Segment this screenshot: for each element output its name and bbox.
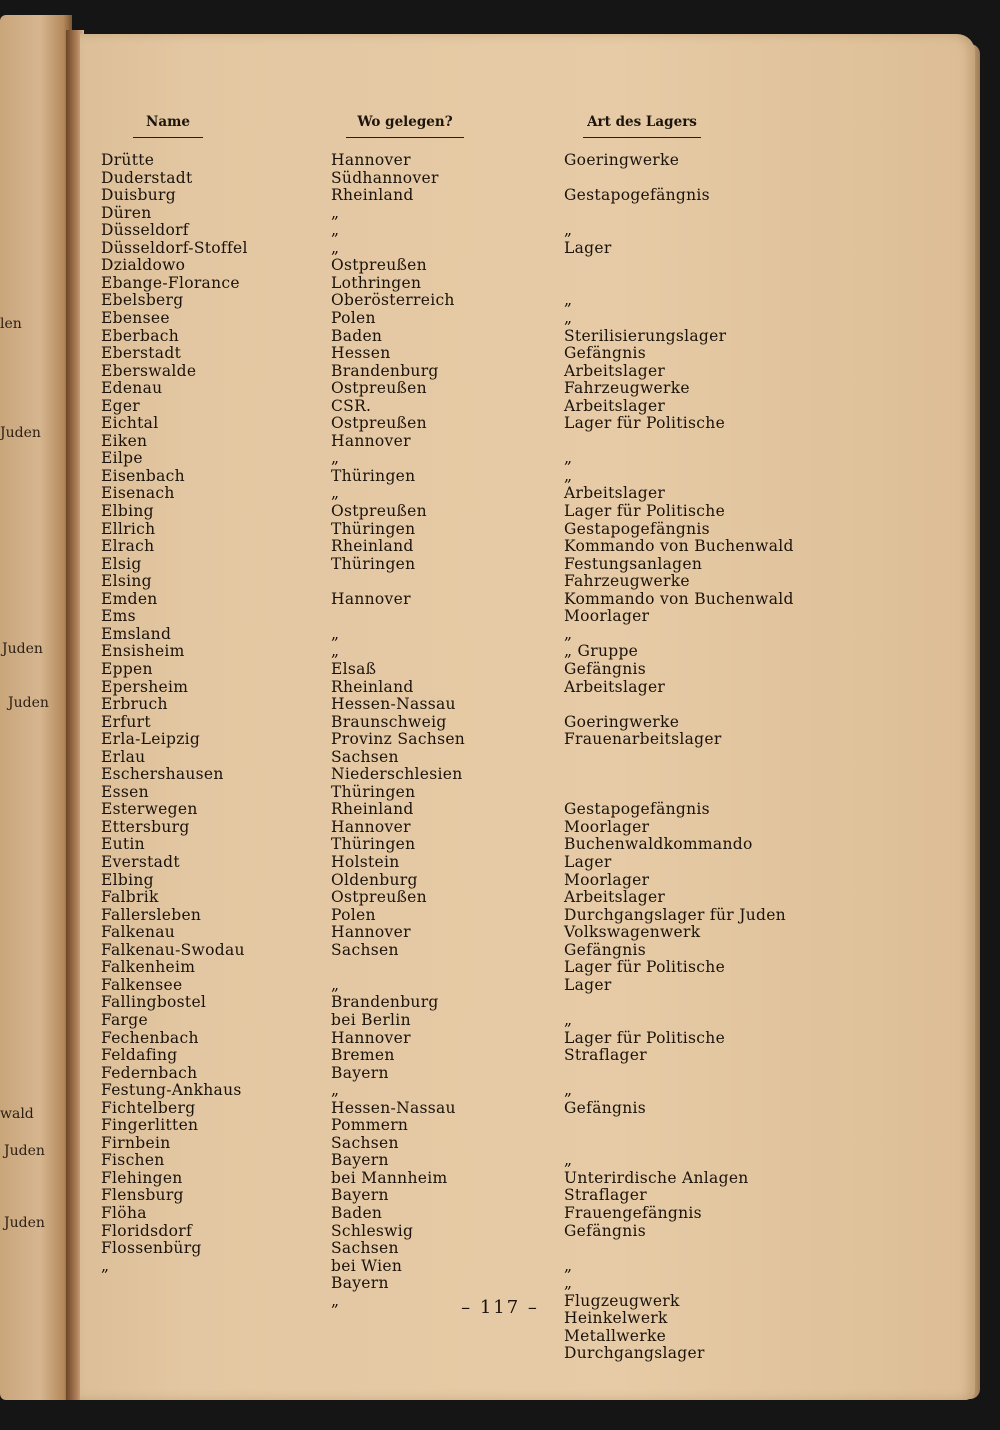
- camp-location: Schleswig: [331, 1221, 414, 1240]
- camp-location: Bayern: [331, 1063, 389, 1082]
- camp-name: Ellrich: [101, 519, 156, 538]
- camp-name: Eutin: [101, 835, 145, 854]
- camp-location: Brandenburg: [331, 993, 439, 1012]
- facing-page-word: wald: [0, 1106, 34, 1122]
- camp-name: Floridsdorf: [101, 1221, 192, 1240]
- camp-name: Essen: [101, 782, 149, 801]
- camp-type: „: [564, 624, 573, 643]
- camp-location: Oldenburg: [331, 870, 418, 889]
- camp-type: Arbeitslager: [564, 361, 666, 380]
- camp-name: Firnbein: [101, 1133, 171, 1152]
- camp-location: Oberösterreich: [331, 291, 455, 310]
- camp-name: Eiken: [101, 431, 148, 450]
- camp-name: Falkenau: [101, 923, 176, 942]
- camp-name: Fallingbostel: [101, 993, 207, 1012]
- camp-type: Volkswagenwerk: [564, 923, 701, 942]
- camp-type: „: [564, 291, 573, 310]
- camp-name: Epersheim: [101, 677, 189, 696]
- camp-location: Baden: [331, 326, 383, 345]
- camp-name: Festung-Ankhaus: [101, 1081, 242, 1100]
- camp-type: Fahrzeugwerke: [564, 572, 690, 591]
- camp-type: Kommando von Buchenwald: [564, 537, 794, 556]
- camp-type: Fahrzeugwerke: [564, 379, 690, 398]
- camp-location: Ostpreußen: [331, 256, 427, 275]
- facing-page-word: Juden: [4, 1215, 45, 1231]
- camp-location: Thüringen: [331, 466, 416, 485]
- camp-location: Sachsen: [331, 940, 399, 959]
- camp-name: Flensburg: [101, 1186, 184, 1205]
- camp-location: bei Berlin: [331, 1010, 411, 1029]
- camp-type: Straflager: [564, 1186, 647, 1205]
- camp-name: Duisburg: [101, 186, 176, 205]
- camp-location: Sachsen: [331, 1239, 399, 1258]
- camp-location: „: [331, 221, 340, 240]
- header-location: Wo gelegen?: [346, 114, 464, 130]
- camp-location: Hannover: [331, 589, 411, 608]
- camp-name: Fingerlitten: [101, 1116, 199, 1135]
- camp-type: Gefängnis: [564, 1221, 647, 1240]
- camp-location: Elsaß: [331, 659, 377, 678]
- camp-name: Erbruch: [101, 695, 168, 714]
- camp-type: Frauenarbeitslager: [564, 730, 722, 749]
- camp-location: Ostpreußen: [331, 379, 427, 398]
- camp-type: Gefängnis: [564, 344, 647, 363]
- camp-name: Erlau: [101, 747, 146, 766]
- camp-name: Falkensee: [101, 975, 183, 994]
- camp-name: Ems: [101, 607, 136, 626]
- camp-type: Durchgangslager: [564, 1344, 705, 1363]
- camp-location: Bayern: [331, 1151, 389, 1170]
- camp-type: Metallwerke: [564, 1326, 667, 1345]
- camp-name: Düsseldorf-Stoffel: [101, 238, 248, 257]
- camp-name: Düsseldorf: [101, 221, 189, 240]
- camp-location: „: [331, 484, 340, 503]
- camp-name: Eisenach: [101, 484, 175, 503]
- camp-location: Sachsen: [331, 1133, 399, 1152]
- camp-type: Sterilisierungslager: [564, 326, 727, 345]
- camp-location: Rheinland: [331, 677, 414, 696]
- camp-name: Flöha: [101, 1204, 147, 1222]
- camp-name: „: [101, 1256, 110, 1275]
- camp-name: Falkenau-Swodau: [101, 940, 245, 959]
- camp-location: Thüringen: [331, 554, 416, 573]
- camp-type: Arbeitslager: [564, 396, 666, 415]
- camp-type: Gestapogefängnis: [564, 186, 710, 205]
- camp-name: Ensisheim: [101, 642, 185, 661]
- camp-name: Elsing: [101, 572, 152, 591]
- camp-name: Eilpe: [101, 449, 143, 468]
- camp-location: Hessen-Nassau: [331, 695, 456, 714]
- camp-name: Elrach: [101, 537, 155, 556]
- camp-location: Braunschweig: [331, 712, 447, 731]
- camp-type: Lager: [564, 853, 612, 871]
- camp-location: Thüringen: [331, 519, 416, 538]
- camp-location: CSR.: [331, 396, 372, 415]
- camp-name: Drütte: [101, 151, 155, 169]
- camp-location: bei Mannheim: [331, 1168, 448, 1187]
- camp-name: Fichtelberg: [101, 1098, 196, 1117]
- camp-type: Buchenwaldkommando: [564, 835, 753, 854]
- camp-type: Gefängnis: [564, 1098, 647, 1117]
- camp-name: Eichtal: [101, 414, 159, 433]
- camp-location: „: [331, 449, 340, 468]
- camp-location: Hessen: [331, 344, 391, 363]
- camp-name: Eger: [101, 396, 141, 415]
- camp-location: Hannover: [331, 817, 411, 836]
- camp-name: Ebange-Florance: [101, 273, 240, 292]
- camp-type: Lager für Politische: [564, 958, 726, 977]
- camp-name: Düren: [101, 203, 152, 222]
- camp-location: Hannover: [331, 431, 411, 450]
- camp-location: Bremen: [331, 1046, 395, 1065]
- camp-name: Ebelsberg: [101, 291, 184, 310]
- camp-type: Moorlager: [564, 870, 650, 889]
- facing-page-word: Juden: [0, 425, 41, 441]
- camp-name: Feldafing: [101, 1046, 178, 1065]
- camp-location: Ostpreußen: [331, 502, 427, 520]
- camp-type: „: [564, 1081, 573, 1100]
- header-name: Name: [133, 114, 203, 130]
- camp-type: Arbeitslager: [564, 484, 666, 503]
- camp-location: „: [331, 975, 340, 994]
- camp-name: Erla-Leipzig: [101, 730, 201, 749]
- camp-name: Emden: [101, 589, 158, 608]
- camp-type: Durchgangslager für Juden: [564, 905, 786, 924]
- camp-type: Moorlager: [564, 607, 650, 626]
- camp-type: Goeringwerke: [564, 712, 680, 731]
- facing-page-word: Juden: [8, 695, 49, 711]
- camp-name: Esterwegen: [101, 800, 198, 819]
- camp-type: Straflager: [564, 1046, 647, 1065]
- facing-page-word: len: [0, 316, 22, 332]
- camp-location: Sachsen: [331, 747, 399, 766]
- camp-name: Eppen: [101, 659, 153, 678]
- camp-location: „: [331, 1291, 340, 1310]
- camp-type: Gestapogefängnis: [564, 800, 710, 819]
- camp-name: Federnbach: [101, 1063, 198, 1082]
- camp-name: Eisenbach: [101, 466, 185, 485]
- camp-name: Eschershausen: [101, 765, 224, 784]
- camp-type: Unterirdische Anlagen: [564, 1168, 749, 1187]
- camp-name: Fechenbach: [101, 1028, 199, 1047]
- camp-type: Festungsanlagen: [564, 554, 703, 573]
- camp-type: „: [564, 308, 573, 327]
- camp-name: Flehingen: [101, 1168, 183, 1187]
- camp-location: „: [331, 624, 340, 643]
- camp-location: Niederschlesien: [331, 765, 463, 784]
- camp-location: Südhannover: [331, 168, 439, 187]
- camp-name: Eberbach: [101, 326, 180, 345]
- camp-location: Lothringen: [331, 273, 422, 292]
- camp-type: Goeringwerke: [564, 151, 680, 169]
- camp-name: Flossenbürg: [101, 1239, 202, 1258]
- camp-location: Polen: [331, 308, 376, 327]
- camp-type: Gefängnis: [564, 659, 647, 678]
- camp-type: Arbeitslager: [564, 677, 666, 696]
- camp-name: Elbing: [101, 502, 154, 520]
- camp-type: „: [564, 1256, 573, 1275]
- camp-type: Gestapogefängnis: [564, 519, 710, 538]
- camp-type: Kommando von Buchenwald: [564, 589, 794, 608]
- camp-name: Everstadt: [101, 853, 180, 871]
- camp-location: Hessen-Nassau: [331, 1098, 456, 1117]
- camp-type: Flugzeugwerk: [564, 1291, 680, 1310]
- camp-type: „ Gruppe: [564, 642, 639, 661]
- camp-location: Polen: [331, 905, 376, 924]
- camp-location: Hannover: [331, 151, 411, 169]
- camp-type: „: [564, 1010, 573, 1029]
- camp-location: Rheinland: [331, 800, 414, 819]
- camp-location: Rheinland: [331, 186, 414, 205]
- camp-type: „: [564, 1151, 573, 1170]
- camp-type: Frauengefängnis: [564, 1204, 702, 1222]
- camp-type: Lager: [564, 975, 612, 994]
- camp-name: Elsig: [101, 554, 142, 573]
- camp-name: Dzialdowo: [101, 256, 186, 275]
- camp-type: Arbeitslager: [564, 888, 666, 907]
- camp-location: Bayern: [331, 1274, 389, 1293]
- header-camp-type: Art des Lagers: [583, 114, 701, 130]
- camp-type: Lager für Politische: [564, 502, 726, 520]
- camp-location: Baden: [331, 1204, 383, 1222]
- camp-name: Emsland: [101, 624, 172, 643]
- camp-name: Fischen: [101, 1151, 165, 1170]
- camp-location: Rheinland: [331, 537, 414, 556]
- facing-page-word: Juden: [4, 1143, 45, 1159]
- camp-name: Edenau: [101, 379, 163, 398]
- camp-name: Erfurt: [101, 712, 151, 731]
- camp-name: Elbing: [101, 870, 154, 889]
- camp-type: Lager für Politische: [564, 1028, 726, 1047]
- page-number: – 117 –: [461, 1297, 539, 1318]
- camp-name: Eberswalde: [101, 361, 197, 380]
- facing-page-word: Juden: [2, 641, 43, 657]
- camp-location: Holstein: [331, 853, 400, 871]
- camp-location: Hannover: [331, 923, 411, 942]
- camp-location: Brandenburg: [331, 361, 439, 380]
- camp-location: Pommern: [331, 1116, 409, 1135]
- camp-location: Ostpreußen: [331, 888, 427, 907]
- camp-name: Farge: [101, 1010, 148, 1029]
- camp-name: Ebensee: [101, 308, 170, 327]
- camp-location: bei Wien: [331, 1256, 403, 1275]
- camp-location: Thüringen: [331, 835, 416, 854]
- camp-location: „: [331, 642, 340, 661]
- camp-location: Thüringen: [331, 782, 416, 801]
- camp-name: Falkenheim: [101, 958, 196, 977]
- camp-location: Ostpreußen: [331, 414, 427, 433]
- camp-type: Moorlager: [564, 817, 650, 836]
- camp-type: „: [564, 466, 573, 485]
- camp-type: „: [564, 449, 573, 468]
- camp-location: „: [331, 203, 340, 222]
- camp-location: „: [331, 238, 340, 257]
- camp-location: Hannover: [331, 1028, 411, 1047]
- camp-type: Gefängnis: [564, 940, 647, 959]
- camp-type: „: [564, 221, 573, 240]
- camp-type: Lager: [564, 238, 612, 257]
- camp-name: Falbrik: [101, 888, 159, 907]
- camp-location: „: [331, 1081, 340, 1100]
- camp-type: Heinkelwerk: [564, 1309, 668, 1328]
- camp-name: Ettersburg: [101, 817, 190, 836]
- camp-name: Fallersleben: [101, 905, 202, 924]
- camp-name: Duderstadt: [101, 168, 193, 187]
- camp-location: Provinz Sachsen: [331, 730, 466, 749]
- camp-type: Lager für Politische: [564, 414, 726, 433]
- camp-type: „: [564, 1274, 573, 1293]
- camp-name: Eberstadt: [101, 344, 182, 363]
- camp-location: Bayern: [331, 1186, 389, 1205]
